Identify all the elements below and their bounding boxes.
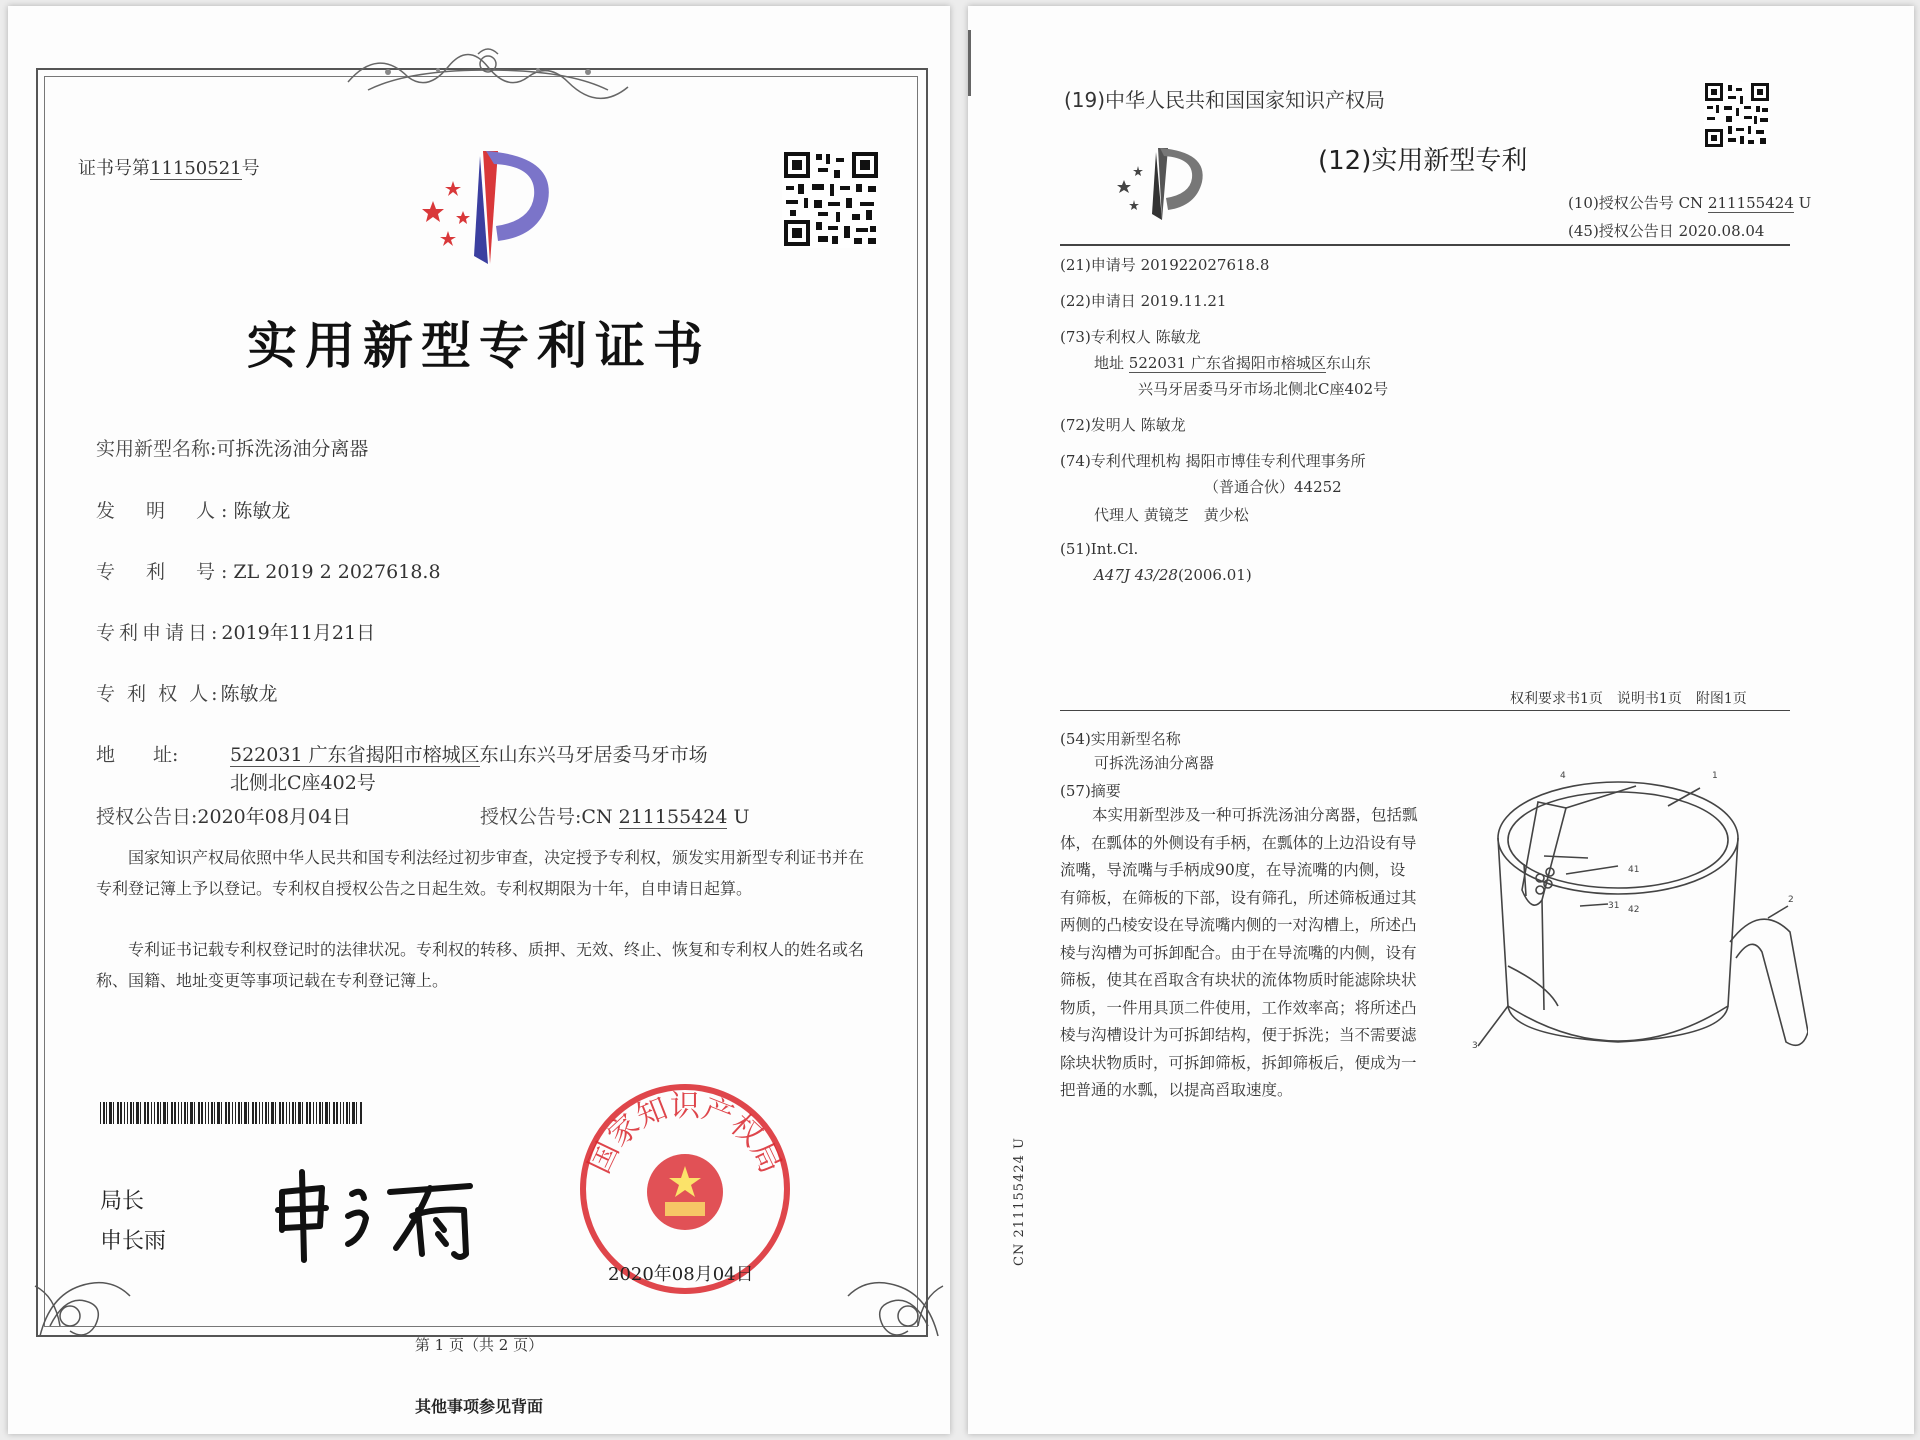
figure-label-42: 42: [1628, 905, 1640, 915]
qr-code: [782, 150, 880, 248]
grant-no-prefix: CN: [581, 806, 613, 828]
pub-grant-date: [1568, 220, 1764, 241]
pub-intcl-label: (51)Int.Cl.: [1060, 540, 1139, 558]
ladle-drawing: [1468, 766, 1808, 1076]
address-line1-underlined: 522031 广东省揭阳市榕城区: [230, 744, 480, 766]
page-info: 第 1 页（共 2 页）: [414, 1336, 544, 1354]
publication-page: [968, 6, 1914, 1434]
grant-no-suffix: U: [733, 806, 750, 828]
barcode: [100, 1102, 366, 1124]
pub-address-line2: 兴马牙居委马牙市场北侧北C座402号: [1138, 380, 1389, 398]
patent-no-value: ZL 2019 2 2027618.8: [233, 561, 441, 583]
cert-no-value: 11150521: [150, 158, 242, 179]
patentee-label: 专 利 权 人:: [96, 683, 221, 705]
pub-title-label: (54)实用新型名称: [1060, 730, 1181, 748]
publication-qr-code: [1704, 82, 1770, 148]
grant-date-label: 授权公告日:: [96, 806, 198, 828]
field-grant-date: [96, 802, 351, 829]
patentee-value: 陈敏龙: [220, 683, 278, 705]
name-value: 可拆洗汤油分离器: [216, 438, 369, 460]
director-name: 申长雨: [100, 1229, 167, 1254]
pub-inventor-value: 陈敏龙: [1140, 416, 1186, 434]
certificate-title: 实用新型专利证书: [247, 316, 711, 375]
inventor-value: 陈敏龙: [233, 500, 291, 522]
app-no-label: (21)申请号: [1060, 256, 1136, 274]
pub-grant-no-label: (10)授权公告号: [1568, 194, 1674, 212]
figure-label-41: 41: [1628, 865, 1640, 875]
field-filing-date: [96, 618, 375, 645]
pub-address-label: 地址: [1094, 354, 1125, 372]
field-address: [96, 740, 708, 767]
pub-inventor: [1060, 414, 1186, 435]
seal-date: 2020年08月04日: [608, 1264, 754, 1285]
app-date-label: (22)申请日: [1060, 292, 1136, 310]
agency-label: (74)专利代理机构: [1060, 452, 1181, 470]
pub-title-value: 可拆洗汤油分离器: [1094, 754, 1215, 772]
agent-value: 黄镜芝 黄少松: [1143, 506, 1249, 524]
figure-label-4: 4: [1560, 771, 1566, 781]
publication-logo-icon: [1106, 144, 1216, 224]
inventor-label: 发 明 人:: [96, 500, 234, 522]
office-name: (19)中华人民共和国国家知识产权局: [1064, 88, 1386, 112]
cert-no-suffix: 号: [241, 158, 260, 179]
pub-patentee: [1060, 326, 1201, 347]
cnipa-logo-icon: [408, 146, 568, 266]
address-label: 地 址:: [96, 744, 179, 766]
pub-address: [1094, 352, 1371, 373]
app-date-value: 2019.11.21: [1140, 292, 1227, 310]
figure-label-3: 3: [1472, 1041, 1478, 1051]
grant-no-value: 211155424: [618, 806, 728, 828]
field-grant-number: [480, 802, 749, 829]
pub-grant-date-value: 2020.08.04: [1678, 222, 1765, 240]
field-patentee: [96, 679, 278, 706]
director-title: 局长: [100, 1189, 145, 1214]
top-ornament: [328, 42, 648, 102]
header-rule: [1060, 244, 1790, 246]
pub-inventor-label: (72)发明人: [1060, 416, 1136, 434]
agent-label: 代理人: [1094, 506, 1140, 524]
pub-grant-no-suffix: U: [1798, 194, 1812, 212]
pub-agency-line2: （普通合伙）44252: [1204, 478, 1342, 496]
seal-text: 国家知识产权局: [581, 1089, 789, 1179]
pub-grant-no-prefix: CN: [1678, 194, 1704, 212]
pub-grant-number: [1568, 192, 1811, 213]
cert-no-label: 证书号第: [78, 158, 150, 179]
field-patent-number: [96, 557, 441, 584]
pub-grant-no-value: 211155424: [1707, 194, 1794, 212]
corner-ornament-bottom-right: [828, 1226, 948, 1346]
side-code: CN 211155424 U: [1012, 1137, 1027, 1266]
figure-label-31: 31: [1608, 901, 1620, 911]
pub-abstract: 本实用新型涉及一种可拆洗汤油分离器，包括瓢体，在瓢体的外侧设有手柄，在瓢体的上边沿设有导流嘴，导流嘴与手柄成90度，在导流嘴的内侧，设有筛板，在筛板的下部，设有筛孔，所述筛板通过其两侧的凸棱安设在导流嘴内侧的一对沟槽上，所述凸棱与沟槽为可拆卸配合。由于在导流嘴的内侧，设有筛板，使其在舀取含有块状的流体物质时能滤除块状物质，一件用具顶二件使用，工作效率高；将所述凸棱与沟槽设计为可拆卸结构，便于拆洗；当不需要滤除块状物质时，可拆卸筛板，拆卸筛板后，便成为一把普通的水瓢，以提高舀取速度。: [1060, 806, 1418, 1099]
certificate-number: [78, 154, 260, 180]
address-line1-rest: 东山东兴马牙居委马牙市场: [479, 744, 708, 766]
field-inventor: [96, 496, 290, 523]
footer-note: 其他事项参见背面: [414, 1397, 543, 1416]
name-label: 实用新型名称:: [96, 438, 217, 460]
pub-agent: [1094, 504, 1249, 525]
pub-patentee-value: 陈敏龙: [1155, 328, 1201, 346]
grant-no-label: 授权公告号:: [480, 806, 582, 828]
field-utility-name: [96, 434, 368, 461]
pub-patentee-label: (73)专利权人: [1060, 328, 1151, 346]
pub-agency: [1060, 450, 1366, 471]
intcl-value: A47J 43/28: [1094, 566, 1178, 584]
section-rule: [1060, 710, 1790, 711]
pub-address-rest: 东山东: [1325, 354, 1371, 372]
pub-app-number: [1060, 254, 1269, 275]
app-no-value: 201922027618.8: [1140, 256, 1270, 274]
agency-value: 揭阳市博佳专利代理事务所: [1185, 452, 1366, 470]
pub-address-underlined: 522031 广东省揭阳市榕城区: [1128, 354, 1326, 372]
grant-date-value: 2020年08月04日: [197, 806, 352, 828]
figure-label-2: 2: [1788, 895, 1794, 905]
filing-date-label: 专利申请日:: [96, 622, 222, 644]
pub-app-date: [1060, 290, 1226, 311]
pub-grant-date-label: (45)授权公告日: [1568, 222, 1674, 240]
address-line2: 北侧北C座402号: [230, 772, 376, 794]
pub-abstract-label: (57)摘要: [1060, 782, 1121, 800]
pub-intcl: [1094, 566, 1252, 584]
document-type: (12)实用新型专利: [1318, 146, 1528, 176]
filing-date-value: 2019年11月21日: [221, 622, 376, 644]
figure-label-1: 1: [1712, 771, 1718, 781]
director-signature: [270, 1164, 500, 1264]
edge-mark: [968, 30, 971, 96]
certificate-page: [8, 6, 950, 1434]
patent-no-label: 专 利 号:: [96, 561, 234, 583]
legal-paragraph-1: 国家知识产权局依照中华人民共和国专利法经过初步审查，决定授予专利权，颁发实用新型专利证书并在专利登记簿上予以登记。专利权自授权公告之日起生效。专利权期限为十年，自申请日起算。: [96, 848, 865, 898]
intcl-year: (2006.01): [1177, 566, 1252, 584]
legal-paragraph-2: 专利证书记载专利权登记时的法律状况。专利权的转移、质押、无效、终止、恢复和专利权人的姓名或名称、国籍、地址变更等事项记载在专利登记簿上。: [96, 940, 865, 990]
pages-info: 权利要求书1页 说明书1页 附图1页: [1510, 691, 1747, 707]
